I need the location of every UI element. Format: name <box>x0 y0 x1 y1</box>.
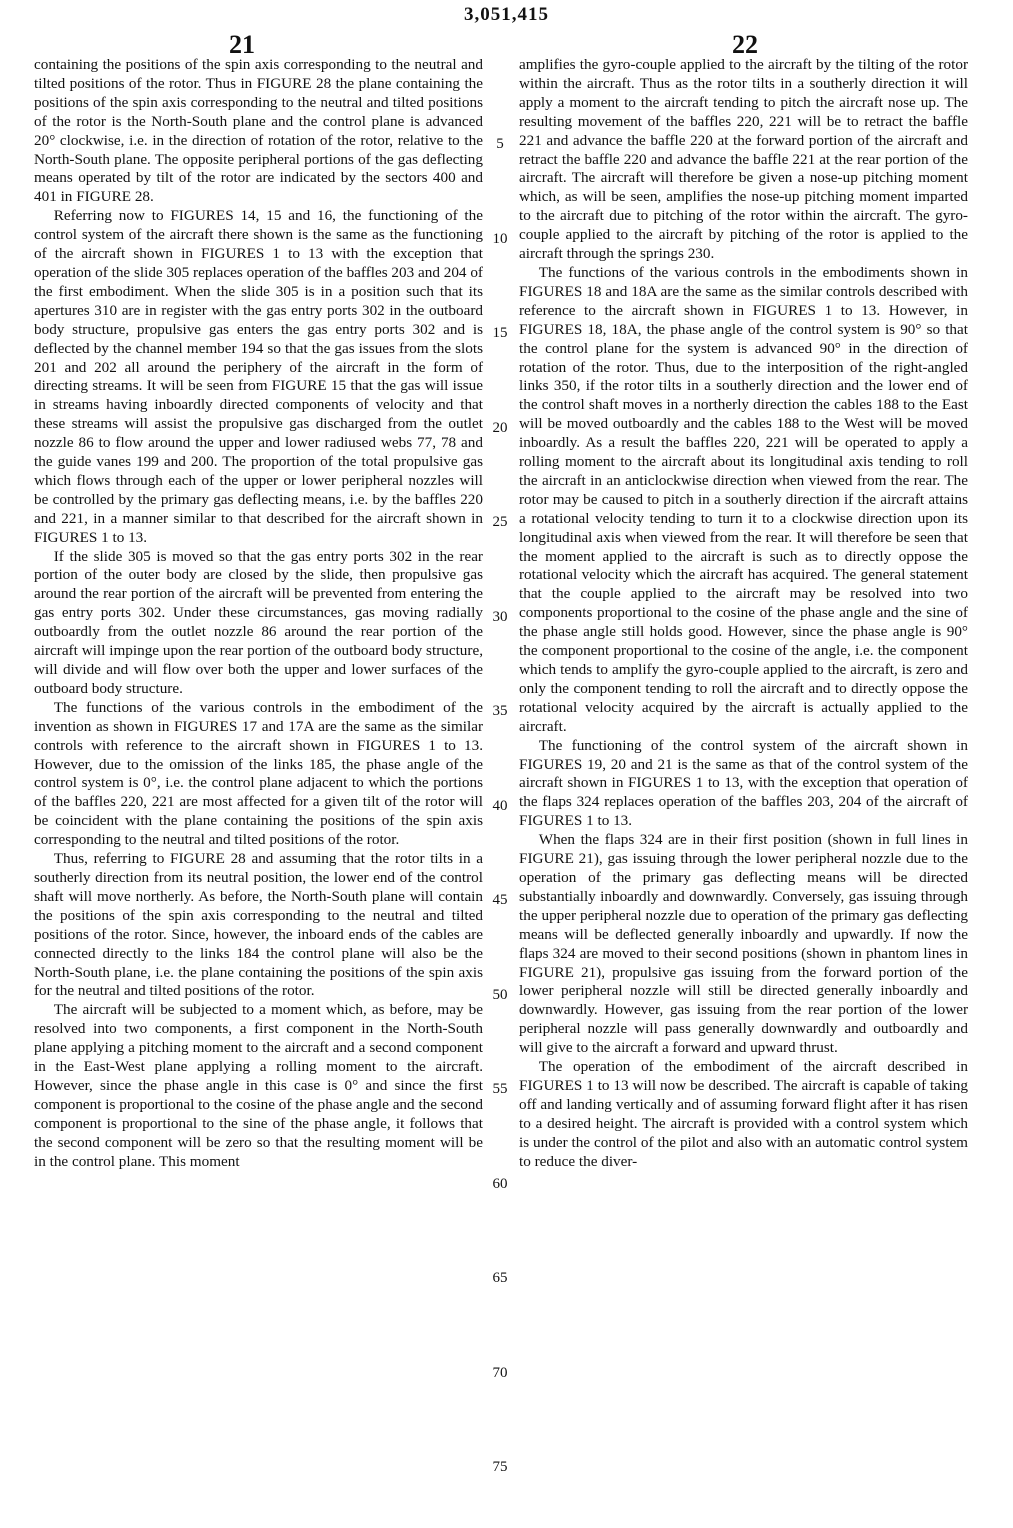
line-number: 70 <box>492 1365 508 1381</box>
paragraph: The aircraft will be subjected to a moment which, as before, may be resolved into two components, a first component in the North-South plane applying a pitching moment to the aircraft and a second component in the East-West plane applying a rolling moment to the aircraft. However, since the phase angle in this case is 0° and since the first component is proportional to the cosine of the phase angle and the second component is proportional to the sine of the phase angle, it follows that the second component will be zero so that the resulting moment will be in the control plane. This moment <box>34 1001 483 1170</box>
paragraph: Referring now to FIGURES 14, 15 and 16, the functioning of the control system of the aircraft there shown is the same as the functioning of the aircraft shown in FIGURES 1 to 13 with the exception that operation of the slide 305 replaces operation of the baffles 203 and 204 of the first embodiment. When the slide 305 is in a position such that its apertures 310 are in register with the gas entry ports 302 in the outboard body structure, propulsive gas enters the gas entry ports 302 and is deflected by the channel member 194 so that the gas issues from the slots 201 and 202 all around the periphery of the aircraft in the form of directing streams. It will be seen from FIGURE 15 that the gas will issue in streams having inboardly directed components of velocity and that these streams will assist the propulsive gas discharged from the outlet nozzle 86 to flow around the upper and lower radiused webs 77, 78 and the guide vanes 199 and 200. The proportion of the total propulsive gas which flows through each of the upper or lower peripheral nozzles will be controlled by the primary gas deflecting means, i.e. by the baffles 220 and 221, in a manner similar to that described for the aircraft shown in FIGURES 1 to 13. <box>34 207 483 546</box>
line-number: 55 <box>492 1081 508 1097</box>
paragraph: When the flaps 324 are in their first position (shown in full lines in FIGURE 21), gas issuing through the lower peripheral nozzle due to the operation of the primary gas deflecting means will be directed substantially inboardly and downwardly. Conversely, gas issuing through the upper peripheral nozzle due to operation of the primary gas deflecting means will be deflected generally inboardly and upwardly. If now the flaps 324 are moved to their second positions (shown in phantom lines in FIGURE 21), propulsive gas issuing from the forward portion of the lower peripheral nozzle will still be directed generally inboardly and downwardly. However, gas issuing from the rear portion of the lower peripheral nozzle will pass generally downwardly and outboardly and will give to the aircraft a forward and upward thrust. <box>519 831 968 1057</box>
line-number: 50 <box>492 987 508 1003</box>
right-text-column <box>519 56 968 1171</box>
paragraph: The functions of the various controls in the embodiment of the invention as shown in FIGURES 17 and 17A are the same as the similar controls with reference to the aircraft shown in FIGURES 1 to 13. However, due to the omission of the links 185, the phase angle of the control system is 0°, i.e. the control plane adjacent to which the portions of the baffles 220, 221 are most affected for a given tilt of the rotor will be coincident with the plane containing the positions of the spin axis corresponding to the neutral and tilted positions of the rotor. <box>34 698 483 849</box>
paragraph: The functioning of the control system of the aircraft shown in FIGURES 19, 20 and 21 is the same as that of the control system of the aircraft shown in FIGURES 1 to 13, with the exception that operation of the flaps 324 replaces operation of the baffles 203, 204 of the aircraft of FIGURES 1 to 13. <box>519 736 968 830</box>
line-number: 45 <box>492 892 508 908</box>
line-number: 20 <box>492 420 508 436</box>
paragraph: Thus, referring to FIGURE 28 and assuming that the rotor tilts in a southerly direction from its neutral position, the lower end of the control shaft will move northerly. As before, the North-South plane will contain the positions of the spin axis corresponding to the neutral and tilted positions of the rotor. Since, however, the inboard ends of the cables are connected directly to the links 184 the control plane will also be the North-South plane, i.e. the plane containing the positions of the spin axis for the neutral and tilted positions of the rotor. <box>34 850 483 1000</box>
left-column-number: 21 <box>229 30 255 59</box>
line-number: 35 <box>492 703 508 719</box>
line-number: 10 <box>492 231 508 247</box>
line-number: 75 <box>492 1459 508 1475</box>
paragraph: The operation of the embodiment of the aircraft described in FIGURES 1 to 13 will now be described. The aircraft is capable of taking off and landing vertically and of assuming forward flight after it has risen to a desired height. The aircraft is provided with a control system which is under the control of the pilot and also with an automatic control system to reduce the diver- <box>519 1058 968 1170</box>
line-number: 65 <box>492 1270 508 1286</box>
right-column-number: 22 <box>732 30 758 59</box>
line-number: 30 <box>492 609 508 625</box>
paragraph: If the slide 305 is moved so that the gas entry ports 302 in the rear portion of the outer body are closed by the slide, then propulsive gas around the rear portion of the aircraft will be prevented from entering the gas entry ports 302. Under these circumstances, gas moving radially outboardly from the outlet nozzle 86 around the rear portion of the aircraft will impinge upon the rear portion of the outboard body structure, will divide and will flow over both the upper and lower surfaces of the outboard body structure. <box>34 547 483 697</box>
line-number: 5 <box>496 136 504 152</box>
line-number: 40 <box>492 798 508 814</box>
line-number: 25 <box>492 514 508 530</box>
paragraph: containing the positions of the spin axis corresponding to the neutral and tilted positions of the rotor. Thus in FIGURE 28 the plane containing the positions of the spin axis corresponding to the neutral and tilted positions of the rotor is the North-South plane and the control plane is advanced 20° clockwise, i.e. in the direction of rotation of the rotor, relative to the North-South plane. The opposite peripheral portions of the gas deflecting means operated by tilt of the rotor are indicated by the sectors 400 and 401 in FIGURE 28. <box>34 56 483 206</box>
paragraph: amplifies the gyro-couple applied to the aircraft by the tilting of the rotor within the aircraft. Thus as the rotor tilts in a southerly direction it will apply a moment to the aircraft tending to pitch the aircraft nose up. The resulting movement of the baffles 220, 221 will be to retract the baffle 221 and advance the baffle 220 at the forward portion of the aircraft and retract the baffle 220 and advance the baffle 221 at the rear portion of the aircraft. The aircraft will therefore be given a nose-up pitching moment which, as will be seen, amplifies the nose-up pitching moment imparted to the aircraft due to pitching of the rotor within the aircraft. The gyro-couple applied to the aircraft by pitching of the rotor is applied to the aircraft through the springs 230. <box>519 56 968 263</box>
paragraph: The functions of the various controls in the embodiments shown in FIGURES 18 and 18A are the same as the similar controls described with reference to the aircraft shown in FIGURES 1 to 13. However, in FIGURES 18, 18A, the phase angle of the control system is 90° so that the control plane for the system is advanced 90° in the direction of rotation of the rotor. Thus, due to the interposition of the right-angled links 350, if the rotor tilts in a southerly direction and the lower end of the control shaft moves in a northerly direction the cables 188 to the East will be moved outboardly and the cables 188 to the West will be moved inboardly. As a result the baffles 220, 221 will be operated to apply a rolling moment to the aircraft about its longitudinal axis tending to roll the aircraft in an anticlockwise direction when viewed from the rear. The rotor may be caused to pitch in a southerly direction if the aircraft attains a rotational velocity tending to turn it to a clockwise direction upon its longitudinal axis when viewed from the rear. It will therefore be seen that the moment applied to the aircraft is such as to directly oppose the rotational velocity which the aircraft has acquired. The general statement that the couple applied to the aircraft may be resolved into two components proportional to the cosine of the phase angle and the sine of the phase angle still holds good. However, since the phase angle is 90° the component proportional to the cosine of the angle, i.e. the component which tends to amplify the gyro-couple applied to the aircraft, is zero and only the component tending to roll the aircraft and to directly oppose the rotational velocity acquired by the aircraft is actually applied to the aircraft. <box>519 263 968 735</box>
left-text-column <box>34 56 483 1171</box>
line-number: 15 <box>492 325 508 341</box>
line-number: 60 <box>492 1176 508 1192</box>
patent-number: 3,051,415 <box>464 4 549 25</box>
